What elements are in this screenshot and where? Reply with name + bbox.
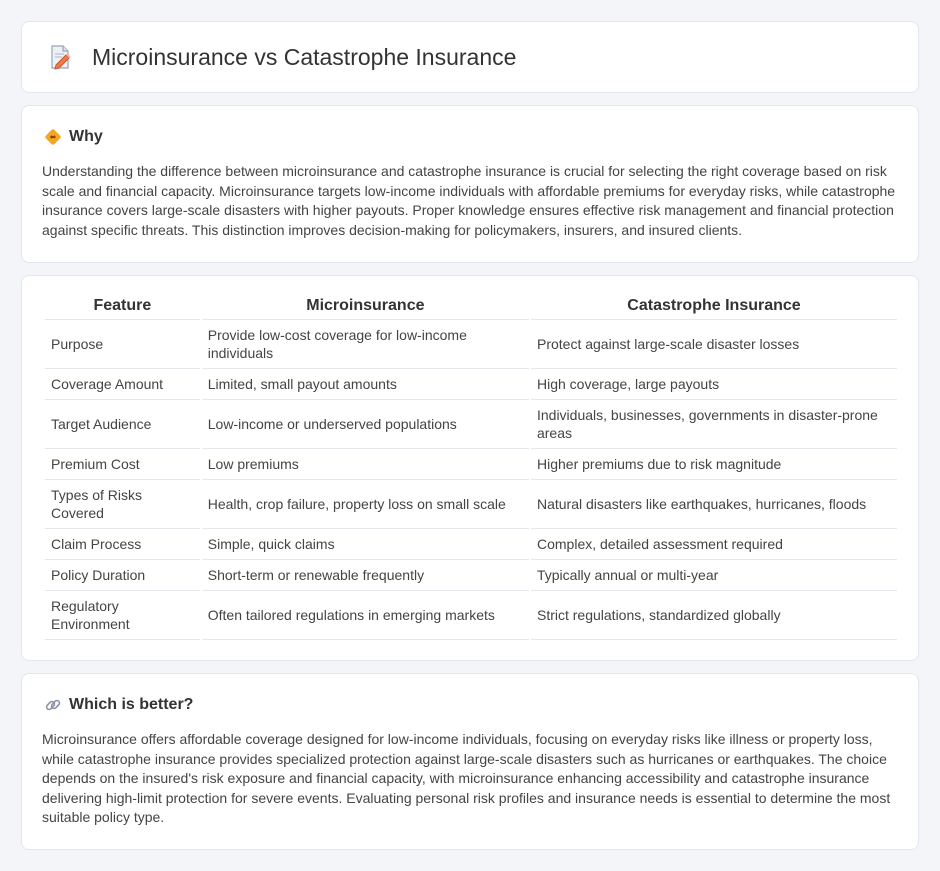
microinsurance-cell: Low premiums [202, 449, 529, 480]
column-header: Microinsurance [202, 297, 529, 320]
why-heading: Why [69, 128, 103, 145]
catastrophe-cell: Typically annual or multi-year [531, 560, 897, 591]
catastrophe-cell: Higher premiums due to risk magnitude [531, 449, 897, 480]
table-row [45, 320, 897, 369]
which-is-better-section [21, 673, 919, 850]
feature-cell: Claim Process [45, 529, 200, 560]
table-row [45, 591, 897, 640]
feature-cell: Target Audience [45, 400, 200, 449]
title-card [21, 21, 919, 93]
microinsurance-cell: Short-term or renewable frequently [202, 560, 529, 591]
better-heading: Which is better? [69, 696, 194, 713]
table-row [45, 529, 897, 560]
microinsurance-cell: Often tailored regulations in emerging markets [202, 591, 529, 640]
table-row [45, 369, 897, 400]
feature-cell: Purpose [45, 320, 200, 369]
feature-cell: Types of Risks Covered [45, 480, 200, 529]
column-header: Feature [45, 297, 200, 320]
feature-cell: Regulatory Environment [45, 591, 200, 640]
comparison-table-card [21, 275, 919, 661]
table-row [45, 400, 897, 449]
column-header: Catastrophe Insurance [531, 297, 897, 320]
why-section [21, 105, 919, 263]
feature-cell: Coverage Amount [45, 369, 200, 400]
table-row [45, 449, 897, 480]
microinsurance-cell: Limited, small payout amounts [202, 369, 529, 400]
catastrophe-cell: Complex, detailed assessment required [531, 529, 897, 560]
table-header-row [45, 297, 897, 320]
catastrophe-cell: High coverage, large payouts [531, 369, 897, 400]
catastrophe-cell: Individuals, businesses, governments in disaster-prone areas [531, 400, 897, 449]
comparison-table [43, 297, 899, 640]
page-title: Microinsurance vs Catastrophe Insurance [92, 43, 517, 70]
table-row [45, 560, 897, 591]
catastrophe-cell: Protect against large-scale disaster losses [531, 320, 897, 369]
why-body: Understanding the difference between microinsurance and catastrophe insurance is crucial for selecting the right coverage based on risk scale and financial capacity. Microinsurance targets low-income individuals with affordable premiums for everyday risks, while catastrophe insurance covers large-scale disasters with higher payouts. Proper knowledge ensures effective risk management and financial protection against specific threats. This distinction improves decision-making for policymakers, insurers, and insured clients. [42, 163, 896, 238]
link-icon [44, 696, 62, 714]
catastrophe-cell: Strict regulations, standardized globally [531, 591, 897, 640]
catastrophe-cell: Natural disasters like earthquakes, hurricanes, floods [531, 480, 897, 529]
feature-cell: Policy Duration [45, 560, 200, 591]
feature-cell: Premium Cost [45, 449, 200, 480]
microinsurance-cell: Health, crop failure, property loss on small scale [202, 480, 529, 529]
table-row [45, 480, 897, 529]
diamond-arrows-icon [44, 128, 62, 146]
microinsurance-cell: Low-income or underserved populations [202, 400, 529, 449]
better-body: Microinsurance offers affordable coverage designed for low-income individuals, focusing on everyday risks like illness or property loss, while catastrophe insurance provides specialized protection against large-scale disasters such as hurricanes or earthquakes. The choice depends on the insured's risk exposure and financial capacity, with microinsurance enhancing accessibility and catastrophe insurance delivering high-limit protection for severe events. Evaluating personal risk profiles and insurance needs is essential to determine the most suitable policy type. [42, 731, 891, 825]
document-pencil-icon [46, 43, 74, 71]
microinsurance-cell: Provide low-cost coverage for low-income individuals [202, 320, 529, 369]
microinsurance-cell: Simple, quick claims [202, 529, 529, 560]
